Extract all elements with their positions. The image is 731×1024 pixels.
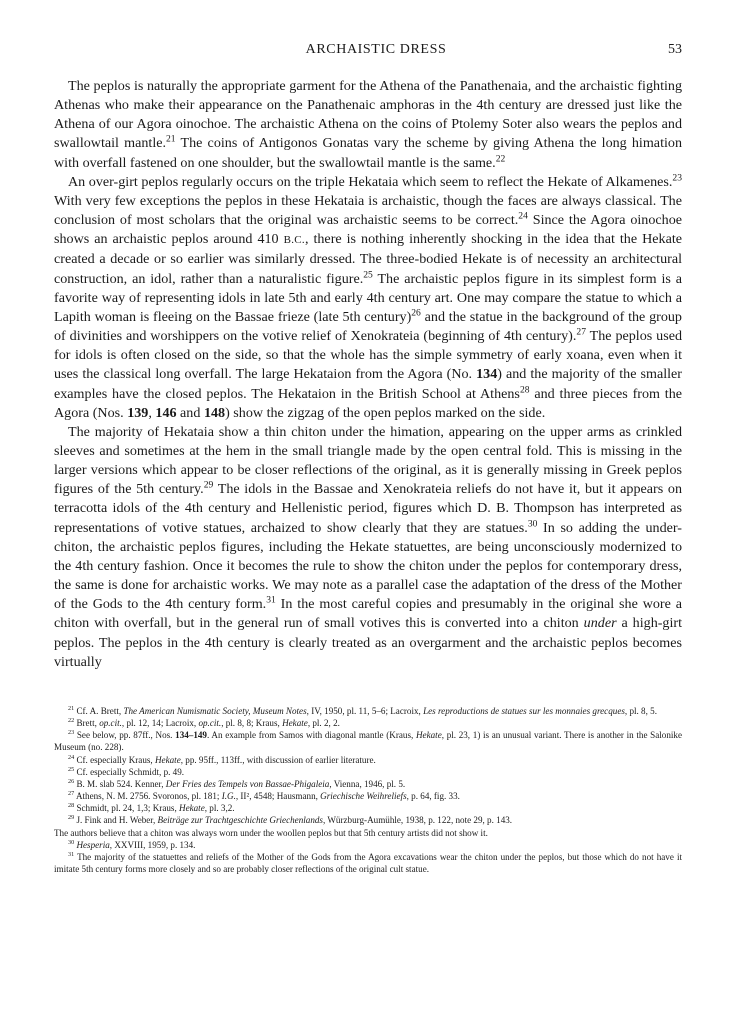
footnote [54, 705, 682, 717]
text-run: , pl. 2, 2. [307, 718, 340, 729]
note-reference: 26 [411, 307, 421, 319]
note-reference: 21 [166, 133, 176, 145]
note-reference: 28 [519, 383, 530, 395]
text-run: , pl. 3,2. [204, 803, 235, 814]
footnote [54, 717, 682, 729]
footnote [54, 814, 682, 826]
text-run: The archaistic peplos figure in its simplest form is a favorite way of representing idols in late 5th and early 4th century art. One may compare the statue to which a Lapith woman is fleeing on the Bassae frieze (late 5th century) [54, 270, 682, 325]
note-reference: 29 [68, 814, 75, 822]
note-reference: 23 [672, 172, 682, 184]
italic-text: op.cit. [99, 718, 122, 729]
footnote [54, 766, 682, 778]
italic-text: I.G. [221, 791, 236, 802]
italic-text: Les reproductions de statues sur les monnaies grecques [423, 706, 625, 716]
footnote [54, 839, 682, 851]
italic-text: Griechische Weihreliefs [320, 791, 407, 802]
note-reference: 24 [518, 210, 528, 222]
text-run: ) and the majority of the smaller examples have the closed peplos. The Hekataion in the British School at Athens [54, 366, 682, 402]
catalogue-number: 134 [476, 366, 498, 383]
text-run: J. Fink and H. Weber, [74, 815, 158, 826]
footnote [54, 851, 682, 875]
italic-text: Hekate [154, 754, 181, 765]
text-run: , p. 64, fig. 33. [406, 791, 460, 802]
text-run: B. M. slab 524. Kenner, [74, 778, 166, 789]
note-reference: 21 [68, 704, 75, 712]
footnote [54, 802, 682, 814]
text-run: In so adding the under-chiton, the archaistic peplos figures, including the Hekate statuettes, are being unconsciously modernized to the 4th century fashion. Once it becomes the rule to show the chiton under the peplos for contemporary dress, the same is done for archaistic works. We may note as a parallel case the adaptation of the dress of the Mother of the Gods to the 4th century form. [54, 519, 682, 613]
text-run: , pl. 8, 5. [624, 706, 657, 716]
text-run: , IV, 1950, pl. 11, 5–6; Lacroix, [306, 706, 424, 716]
italic-text: under [583, 615, 617, 632]
note-reference: 27 [68, 790, 75, 798]
note-reference: 30 [68, 838, 75, 846]
catalogue-number: 146 [155, 404, 177, 421]
text-run: , Würzburg-Aumühle, 1938, p. 122, note 29, p. 143. [322, 815, 513, 826]
text-run: , Vienna, 1946, pl. 5. [329, 778, 406, 789]
text-run: and [176, 404, 204, 421]
text-run: , [148, 404, 156, 421]
footnote [54, 778, 682, 790]
small-caps-text: B.C. [283, 234, 305, 247]
text-run: , pl. 23, 1) is an unusual variant. There is another in the Salonike Museum (no. 228). [54, 730, 682, 753]
note-reference: 28 [68, 802, 75, 810]
text-run: , pl. 8, 8; Kraus, [221, 718, 283, 729]
text-run: The peplos used for idols is often closed on the side, so that the whole has the simple symmetry of early xoana, even when it uses the classical long overfall. The large Hekataion from the Agora (No. [54, 328, 682, 383]
italic-text: Beiträge zur Trachtgeschichte Griechenlands [157, 815, 323, 826]
text-run: and the statue in the background of the group of divinities and worshippers on the votive relief of Xenokrateia (beginning of 4th century). [54, 308, 682, 345]
note-reference: 24 [68, 753, 75, 761]
note-reference: 30 [527, 517, 538, 529]
text-run: In the most careful copies and presumably in the original she wore a chiton with overfall, but in the general run of small votives this is converted into a chiton [54, 596, 682, 632]
paragraph [54, 423, 682, 672]
italic-text: op.cit. [198, 718, 222, 729]
text-run: ) show the zigzag of the open peplos marked on the side. [225, 404, 546, 421]
text-run: The majority of Hekataia show a thin chiton under the himation, appearing on the upper arms as crinkled sleeves and sometimes at the hem in the small triangle made by the open central fold. This is missing in the larger versions which appear to be closer reflections of the original, as it is generally missing in Greek peplos figures of the 5th century. [54, 423, 682, 498]
italic-text: Hekate [179, 803, 205, 814]
text-run: , II², 4548; Hausmann, [235, 791, 321, 802]
catalogue-number: 134–149 [175, 730, 207, 741]
body-text [54, 77, 682, 672]
page-number: 53 [668, 42, 682, 57]
paragraph [54, 173, 682, 423]
italic-text: Hekate [415, 730, 442, 741]
text-run: Cf. A. Brett, [74, 706, 124, 716]
catalogue-number: 148 [203, 404, 226, 421]
text-run: An over-girt peplos regularly occurs on the triple Hekataia which seem to reflect the Hekate of Alkamenes. [68, 173, 673, 190]
text-run: The peplos is naturally the appropriate garment for the Athena of the Panathenaia, and the archaistic fighting Athenas who make their appearance on the Panathenaic amphoras in the 4th century are dressed just like the Athena of our Agora oinochoe. The archaistic Athena on the coins of Ptolemy Soter also wears the peplos and swallowtail mantle. [54, 78, 682, 152]
text-run: The authors believe that a chiton was always worn under the woollen peplos but that 5th century artists did not show it. [54, 827, 488, 838]
text-run: Since the Agora oinochoe shows an archaistic peplos around 410 [54, 212, 682, 248]
text-run: and three pieces from the Agora (Nos. [54, 385, 683, 421]
italic-text: Hesperia [76, 839, 110, 850]
note-reference: 23 [68, 729, 75, 737]
text-run: See below, pp. 87ff., Nos. [74, 730, 176, 741]
italic-text: Der Fries des Tempels von Bassae-Phigaleia [165, 778, 330, 789]
catalogue-number: 139 [127, 404, 149, 421]
note-reference: 22 [495, 152, 506, 164]
text-run: The idols in the Bassae and Xenokrateia reliefs do not have it, but it appears on terracotta idols of the 4th century and Hellenistic period, figures which D. B. Thompson has interpreted as representations of votive statues, archaized to show clearly that they are statues. [54, 481, 682, 536]
text-run: , pl. 12, 14; Lacroix, [121, 718, 199, 729]
note-reference: 27 [576, 326, 586, 338]
text-run: Cf. especially Kraus, [74, 754, 155, 765]
text-run: The coins of Antigonos Gonatas vary the scheme by giving Athena the long himation with overfall fastened on one shoulder, but the swallowtail mantle is the same. [54, 135, 682, 171]
italic-text: Hekate [282, 718, 308, 729]
footnote [54, 754, 682, 766]
text-run: Cf. especially Schmidt, p. 49. [74, 766, 185, 777]
note-reference: 22 [68, 717, 75, 725]
text-run: , there is nothing inherently shocking in the idea that the Hekate created a decade or so earlier was similarly dressed. The three-bodied Hekate is of necessity an architectural construction, an idol, rather than a naturalistic figure. [54, 231, 682, 287]
note-reference: 26 [68, 777, 75, 785]
footnote [54, 790, 682, 802]
text-run: . An example from Samos with diagonal mantle (Kraus, [206, 730, 416, 741]
text-run: Brett, [74, 718, 100, 729]
footnotes [54, 705, 682, 875]
text-run: The majority of the statuettes and reliefs of the Mother of the Gods from the Agora excavations wear the chiton under the peplos, but those which do not have it imitate 5th century forms more closely and so are probably closer reflections of the original cult statue. [54, 851, 682, 875]
text-run: a high-girt peplos. The peplos in the 4th century is clearly treated as an overgarment and the archaistic peplos becomes virtually [54, 615, 683, 670]
footnote [54, 827, 682, 839]
running-title: ARCHAISTIC DRESS [305, 42, 447, 57]
text-run: , XXVIII, 1959, p. 134. [109, 839, 196, 850]
note-reference: 25 [363, 268, 373, 280]
italic-text: The American Numismatic Society, Museum Notes [123, 706, 307, 716]
note-reference: 29 [203, 479, 214, 491]
note-reference: 25 [68, 765, 75, 773]
paragraph [54, 77, 682, 173]
note-reference: 31 [266, 594, 276, 606]
footnote [54, 729, 682, 753]
text-run: Schmidt, pl. 24, 1,3; Kraus, [74, 803, 179, 814]
text-run: With very few exceptions the peplos in these Hekataia is archaistic, though the faces are always classical. The conclusion of most scholars that the original was archaistic seems to be correct. [54, 192, 682, 229]
text-run: , pp. 95ff., 113ff., with discussion of earlier literature. [180, 754, 376, 765]
text-run: Athens, N. M. 2756. Svoronos, pl. 181; [74, 791, 222, 802]
page-header [70, 42, 682, 62]
note-reference: 31 [68, 850, 75, 858]
